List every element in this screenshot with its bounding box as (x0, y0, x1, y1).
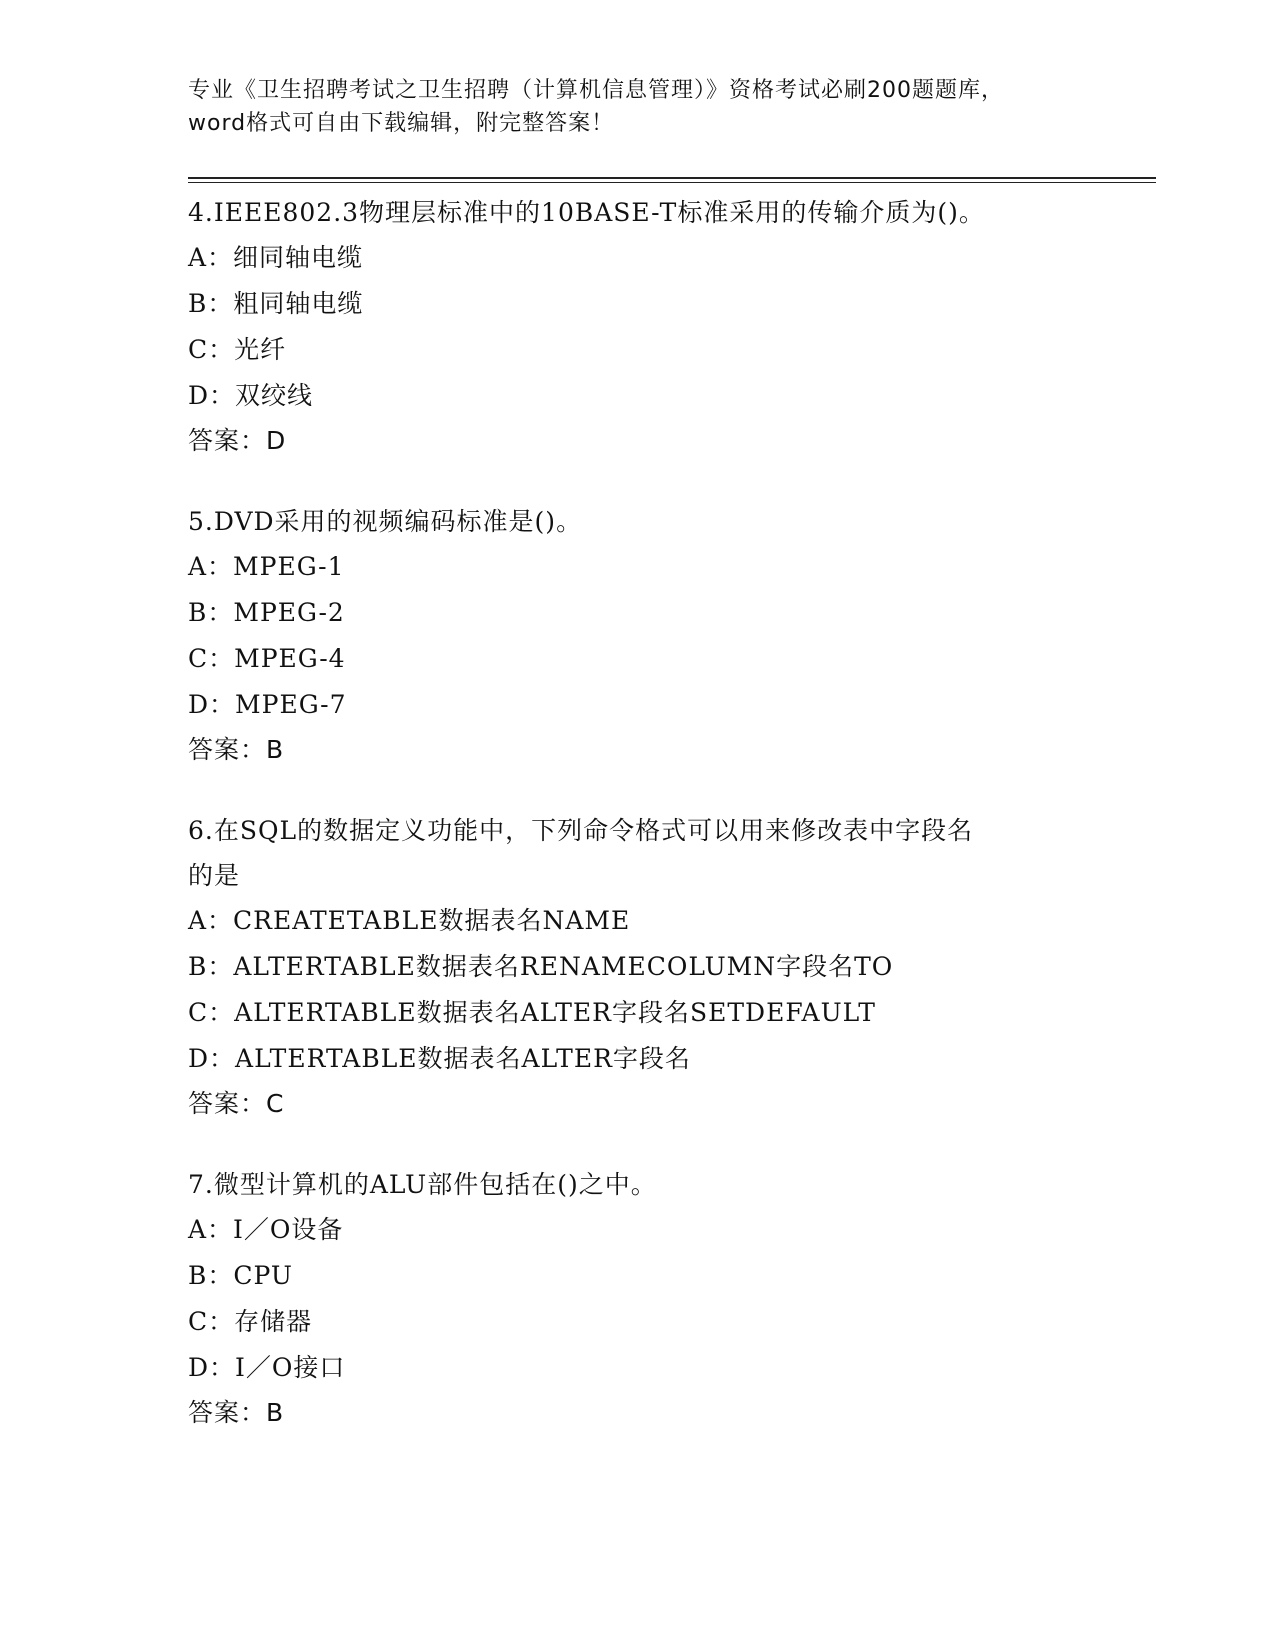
option-d: D：I／O接口 (188, 1353, 346, 1382)
question-4 (188, 190, 1088, 463)
header-line-1: 专业《卫生招聘考试之卫生招聘（计算机信息管理）》资格考试必刷200题题库， (188, 78, 1004, 103)
header-divider-top (188, 177, 1156, 179)
option-b: B：CPU (188, 1261, 293, 1290)
document-header (188, 74, 1088, 140)
question-stem-line-2: 的是 (188, 861, 241, 890)
question-7 (188, 1162, 1088, 1435)
option-b: B：MPEG-2 (188, 598, 345, 627)
option-c: C：光纤 (188, 335, 287, 364)
option-b: B：ALTERTABLE数据表名RENAMECOLUMN字段名TO (188, 952, 894, 981)
option-a: A：I／O设备 (188, 1215, 344, 1244)
question-6 (188, 808, 1088, 1126)
option-a: A：细同轴电缆 (188, 243, 364, 272)
header-divider-bottom (188, 182, 1156, 183)
option-d: D：MPEG-7 (188, 690, 347, 719)
option-a: A：CREATETABLE数据表名NAME (188, 906, 631, 935)
question-stem-line-1: 6.在SQL的数据定义功能中，下列命令格式可以用来修改表中字段名 (188, 816, 974, 845)
option-d: D：ALTERTABLE数据表名ALTER字段名 (188, 1044, 691, 1073)
header-line-2: word格式可自由下载编辑，附完整答案！ (188, 111, 615, 136)
question-list (188, 190, 1088, 1471)
answer-line: 答案：B (188, 735, 285, 764)
answer-line: 答案：D (188, 426, 287, 455)
question-stem: 5.DVD采用的视频编码标准是()。 (188, 507, 583, 536)
option-a: A：MPEG-1 (188, 552, 345, 581)
question-5 (188, 499, 1088, 772)
option-c: C：存储器 (188, 1307, 313, 1336)
option-b: B：粗同轴电缆 (188, 289, 364, 318)
option-c: C：MPEG-4 (188, 644, 346, 673)
option-d: D：双绞线 (188, 381, 314, 410)
option-c: C：ALTERTABLE数据表名ALTER字段名SETDEFAULT (188, 998, 876, 1027)
question-stem: 4.IEEE802.3物理层标准中的10BASE-T标准采用的传输介质为()。 (188, 198, 985, 227)
answer-line: 答案：C (188, 1089, 285, 1118)
answer-line: 答案：B (188, 1398, 285, 1427)
question-stem: 7.微型计算机的ALU部件包括在()之中。 (188, 1170, 657, 1199)
